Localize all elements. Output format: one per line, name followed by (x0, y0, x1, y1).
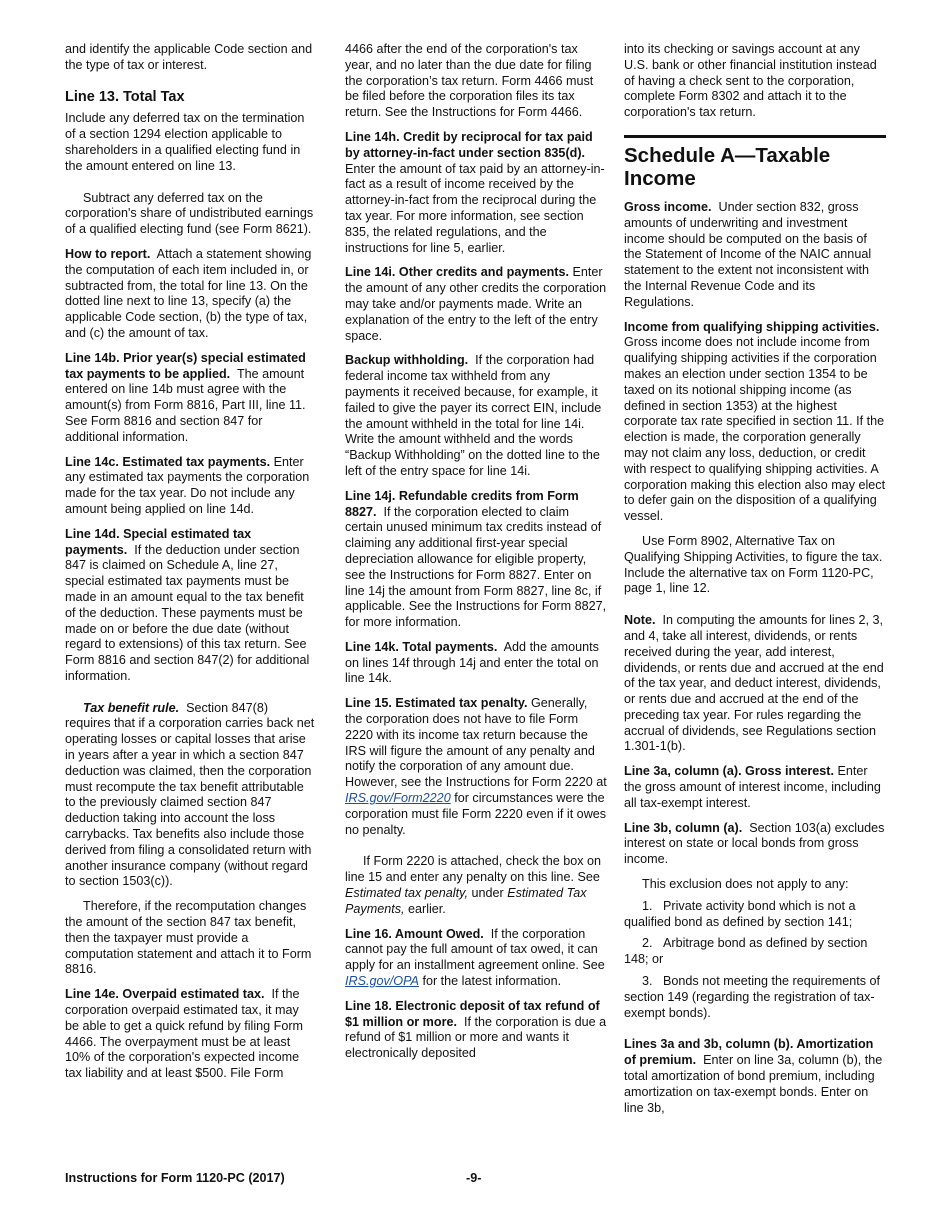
paragraph-text: If the corporation had federal income tax withheld from any payments it received because, for example, it failed to give the payer its correct EIN, include the amount withheld in the total for line 14i. Write the amount withheld and the words “Backup Withholding” on the dotted line to the left of the entry space for line 14i. (345, 353, 602, 478)
paragraph-text: under (471, 886, 504, 901)
run-in-heading: Line 16. Amount Owed. (345, 926, 484, 941)
run-in-heading: Line 3b, column (a). (624, 820, 743, 835)
list-item: 2. Arbitrage bond as defined by section 148; or (624, 936, 868, 967)
run-in-heading: Tax benefit rule. (83, 700, 180, 715)
run-in-heading: Line 14j. Refundable credits from Form 8827. (345, 488, 579, 519)
paragraph (624, 200, 886, 311)
paragraph: Include any deferred tax on the termination of a section 1294 election applicable to shareholders in a qualified electing fund in the amount entered on line 13. (65, 111, 305, 173)
column-3 (624, 42, 886, 1125)
paragraph-text: If the corporation overpaid estimated tax, it may be able to get a quick refund by filing Form 4466. The overpayment must be at least 10% of the corporation's expected income tax liability and at least $500. File Form (65, 987, 304, 1081)
paragraph-text: Section 847(8) requires that if a corporation carries back net operating losses or capital losses that arise in years after a year in which a section 847 deduction was claimed, then the corporation must recompute the tax benefit attributable to the previously claimed section 847 deduction taking into account the loss carrybacks. Tax benefits also include those derived from filing a consolidated return with another insurance company (without regard to section 1503(c)). (65, 700, 315, 889)
paragraph-text: Add the amounts on lines 14f through 14j and enter the total on line 14k. (345, 639, 599, 686)
paragraph (624, 613, 886, 755)
page-number: -9- (466, 1171, 482, 1185)
paragraph (345, 854, 607, 917)
paragraph: into its checking or savings account at any U.S. bank or other financial institution instead of having a check sent to the corporation, complete Form 8302 and attach it to the corporation's tax return. (624, 42, 877, 120)
paragraph-text: If the deduction under section 847 is claimed on Schedule A, line 27, special estimated tax payments must be made in an amount equal to the tax benefit of the deduction. These payments must be made on or before the due date (without regard to extensions) of this tax return. See Form 8816 and section 847(2) for additional information. (65, 542, 310, 683)
paragraph: This exclusion does not apply to any: (642, 877, 849, 892)
paragraph (65, 527, 315, 685)
paragraph (345, 927, 607, 990)
paragraph-text: Attach a statement showing the computation of each item included in, or subtracted from, the total for line 13. On the dotted line next to line 13, specify (a) the applicable Code section, (b) the type of tax, and (c) the amount of tax. (65, 246, 312, 340)
paragraph (624, 764, 886, 811)
run-in-heading: Note. (624, 613, 656, 628)
list-item: 1. Private activity bond which is not a qualified bond as defined by section 141; (624, 898, 856, 929)
paragraph (624, 1037, 886, 1116)
run-in-heading: Line 14k. Total payments. (345, 639, 498, 654)
run-in-heading: Backup withholding. (345, 353, 469, 368)
paragraph-text: If Form 2220 is attached, check the box on line 15 and enter any penalty on this line. See (345, 854, 602, 885)
paragraph-text: Enter any estimated tax payments the corporation made for the tax year. Do not include any amount being applied on line 14d. (65, 454, 310, 516)
paragraph-text: for circumstances were the corporation must file Form 2220 even if it owes no penalty. (345, 791, 607, 837)
run-in-heading: Line 14d. Special estimated tax payments. (65, 526, 252, 557)
paragraph-text: Enter on line 3a, column (b), the total amortization of bond premium, including amortization on tax-exempt bonds. Enter on line 3b, (624, 1053, 883, 1115)
paragraph-text: If the corporation elected to claim certain unused minimum tax credits instead of claiming any additional first-year special depreciation allowance for eligible property, see the Instructions for Form 8827. Enter on line 14j the amount from Form 8827, line 8c, if applicable. See the Instructions for Form 8827, for more information. (345, 504, 607, 630)
irs-form2220-link[interactable]: IRS.gov/Form2220 (345, 791, 451, 806)
paragraph-text: If the corporation cannot pay the full amount of tax owed, it can apply for an installment agreement online. See (345, 926, 605, 973)
run-in-heading: Line 14h. Credit by reciprocal for tax paid by attorney-in-fact under section 835(d). (345, 129, 593, 160)
paragraph (345, 640, 607, 687)
list-item: 3. Bonds not meeting the requirements of section 149 (regarding the registration of tax-exempt bonds). (624, 974, 881, 1020)
paragraph (624, 320, 886, 525)
paragraph-text: If the corporation is due a refund of $1 million or more and wants it electronically deposited (345, 1014, 607, 1061)
paragraph-text: Section 103(a) excludes interest on state or local bonds from gross income. (624, 820, 885, 867)
paragraph-text: for the latest information. (422, 974, 562, 989)
paragraph-text: The amount entered on line 14b must agree with the amount(s) from Form 8816, Part III, line 11. See Form 8816 and section 847 for additional information. (65, 366, 306, 444)
run-in-heading: How to report. (65, 246, 151, 261)
run-in-heading: Line 15. Estimated tax penalty. (345, 696, 528, 711)
paragraph (624, 821, 886, 868)
paragraph-text: Gross income does not include income from qualifying shipping activities if the corporation makes an election under section 1354 to be taxed on its notional shipping income (as defined in section 1353) at the highest corporate tax rate specified in section 11. If the election is made, the corporation generally may not claim any loss, deduction, or credit with respect to qualifying shipping activities. A corporation making this election also may elect to defer gain on the disposition of a qualifying vessel. (624, 335, 886, 524)
footer-form-title: Instructions for Form 1120-PC (2017) (65, 1171, 285, 1185)
emphasis: Estimated tax penalty, (345, 886, 468, 901)
section-rule (624, 135, 886, 138)
paragraph: Use Form 8902, Alternative Tax on Qualifying Shipping Activities, to figure the tax. Include the alternative tax on Form 1120-PC, page 1, line 12. (624, 533, 883, 596)
paragraph (345, 489, 607, 631)
run-in-heading: Line 14e. Overpaid estimated tax. (65, 987, 265, 1002)
irs-opa-link[interactable]: IRS.gov/OPA (345, 974, 419, 989)
paragraph: and identify the applicable Code section and the type of tax or interest. (65, 42, 313, 72)
paragraph-text: Generally, the corporation does not have to file Form 2220 with its income tax return because the IRS will figure the amount of any penalty and notify the corporation of any amount due. However, see the Instructions for Form 2220 at (345, 696, 607, 790)
paragraph (345, 999, 607, 1062)
run-in-heading: Lines 3a and 3b, column (b). Amortization of premium. (624, 1037, 874, 1068)
paragraph (65, 351, 315, 446)
paragraph-text: Enter the gross amount of interest income, including all tax-exempt interest. (624, 764, 881, 810)
run-in-heading: Income from qualifying shipping activities. (624, 319, 880, 334)
paragraph-text: earlier. (408, 901, 446, 916)
run-in-heading: Gross income. (624, 199, 712, 214)
paragraph (345, 130, 607, 256)
schedule-a-heading: Schedule A—Taxable Income (624, 143, 831, 190)
run-in-heading: Line 14c. Estimated tax payments. (65, 454, 271, 469)
paragraph (65, 987, 315, 1082)
paragraph (345, 353, 607, 479)
paragraph: Subtract any deferred tax on the corporation's share of undistributed earnings of a qualified electing fund (see Form 8621). (65, 190, 314, 237)
paragraph-text: Enter the amount of tax paid by an attorney-in-fact as a result of income received by the attorney-in-fact from the reciprocal during the tax year. For more information, see section 835, the related regulations, and the instructions for line 5, earlier. (345, 161, 605, 255)
line13-heading: Line 13. Total Tax (65, 88, 185, 105)
paragraph (65, 701, 315, 891)
run-in-heading: Line 14i. Other credits and payments. (345, 265, 569, 280)
run-in-heading: Line 18. Electronic deposit of tax refund of $1 million or more. (345, 998, 600, 1029)
run-in-heading: Line 3a, column (a). Gross interest. (624, 764, 834, 779)
paragraph-text: Under section 832, gross amounts of underwriting and investment income should be computed on the basis of the Statement of Income of the NAIC annual statement to the extent not inconsistent with the Internal Revenue Code and its Regulations. (624, 199, 872, 309)
run-in-heading: Line 14b. Prior year(s) special estimated tax payments to be applied. (65, 350, 306, 381)
paragraph (65, 247, 315, 342)
paragraph (65, 455, 315, 518)
paragraph (345, 265, 607, 344)
paragraph (345, 696, 607, 838)
emphasis: Estimated Tax Payments, (345, 886, 587, 916)
paragraph-text: In computing the amounts for lines 2, 3, and 4, take all interest, dividends, or rents received during the year, add interest, dividends, or rents due and accrued at the end of the tax year, and deduct interest, dividends, or rents due and accrued at the end of the preceding tax year. For rules regarding the accrual of dividends, see Regulations section 1.301-1(b). (624, 613, 884, 754)
paragraph: 4466 after the end of the corporation's tax year, and no later than the due date for filing the corporation’s tax return. Form 4466 must be filed before the corporation files its tax return. See the Instructions for Form 4466. (345, 42, 594, 120)
column-2 (345, 42, 607, 1071)
paragraph: Therefore, if the recomputation changes the amount of the section 847 tax benefit, then the taxpayer must provide a computation statement and attach it to Form 8816. (65, 899, 312, 977)
paragraph-text: Enter the amount of any other credits the corporation may take and/or payments made. Write an explanation of the entry to the left of the entry space. (345, 265, 607, 343)
column-1 (65, 42, 315, 1091)
